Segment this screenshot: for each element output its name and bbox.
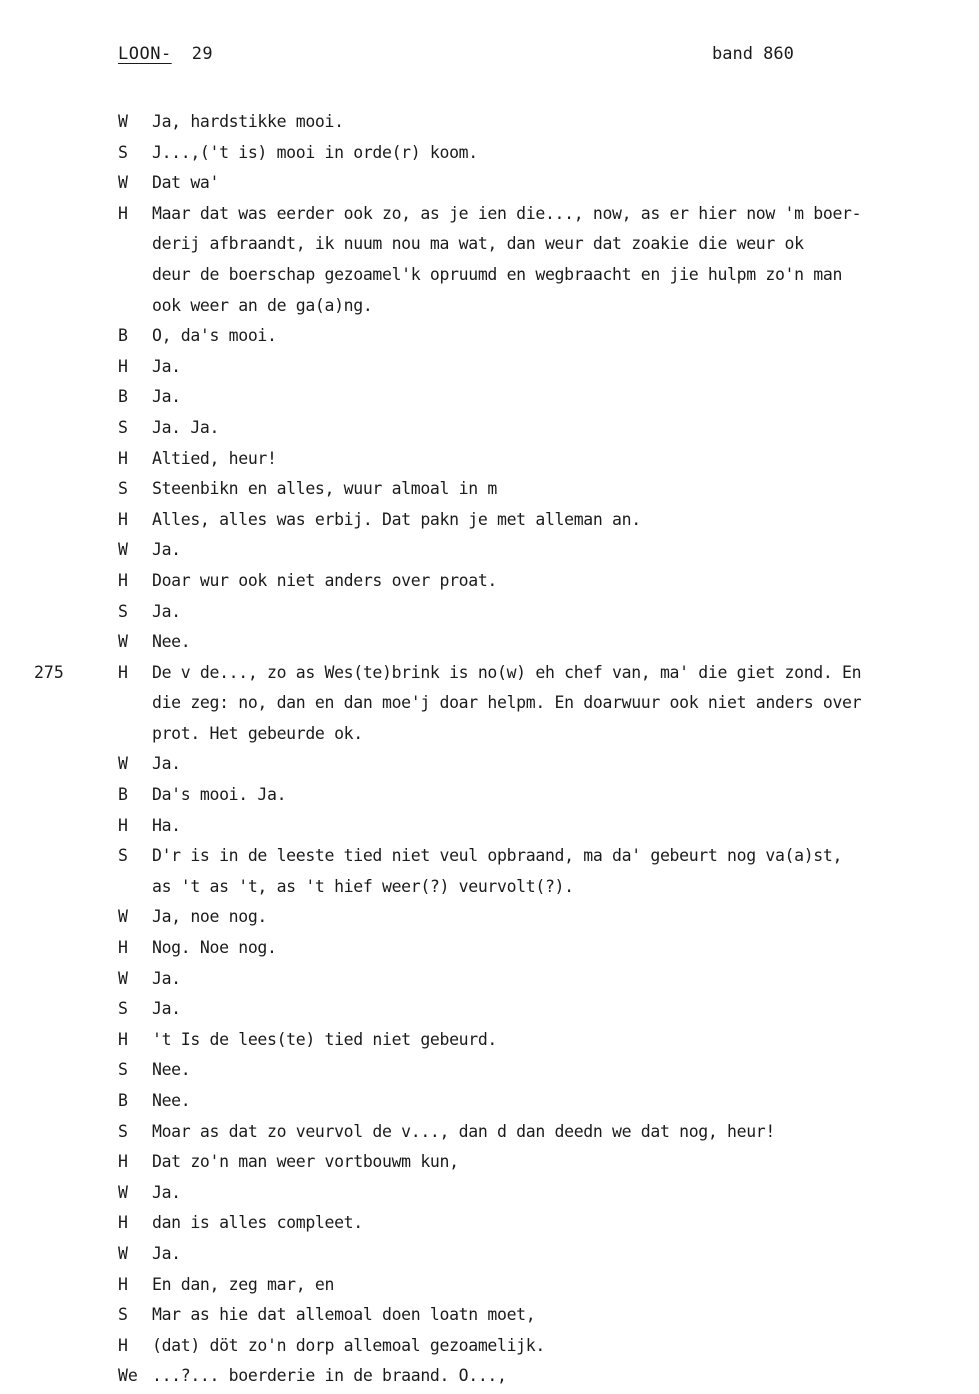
transcript bbox=[0, 107, 979, 1392]
utterance-text: deur de boerschap gezoamel'k opruumd en wegbraacht en jie hulpm zo'n man bbox=[152, 264, 843, 284]
transcript-line bbox=[0, 749, 979, 780]
transcript-line bbox=[0, 1270, 979, 1301]
speaker-label: S bbox=[118, 417, 128, 437]
transcript-line bbox=[0, 1117, 979, 1148]
speaker-label: W bbox=[118, 1182, 128, 1202]
transcript-line bbox=[0, 1239, 979, 1270]
speaker-label: W bbox=[118, 1243, 128, 1263]
utterance-text: D'r is in de leeste tied niet veul opbraand, ma da' gebeurt nog va(a)st, bbox=[152, 846, 843, 866]
transcript-line bbox=[0, 1178, 979, 1209]
line-number: 275 bbox=[34, 662, 64, 682]
utterance-text: Dat wa' bbox=[152, 173, 220, 193]
speaker-label: S bbox=[118, 601, 128, 621]
speaker-label: B bbox=[118, 326, 128, 346]
transcript-line bbox=[0, 352, 979, 383]
speaker-label: W bbox=[118, 540, 128, 560]
utterance-text: Da's mooi. Ja. bbox=[152, 785, 287, 805]
speaker-label: H bbox=[118, 1029, 128, 1049]
speaker-label: W bbox=[118, 173, 128, 193]
transcript-line bbox=[0, 444, 979, 475]
speaker-label: B bbox=[118, 785, 128, 805]
page-header-left bbox=[118, 44, 213, 64]
utterance-text: (dat) döt zo'n dorp allemoal gezoamelijk. bbox=[152, 1335, 545, 1355]
utterance-text: Steenbikn en alles, wuur almoal in m bbox=[152, 479, 498, 499]
speaker-label: S bbox=[118, 142, 128, 162]
utterance-text: prot. Het gebeurde ok. bbox=[152, 723, 363, 743]
speaker-label: W bbox=[118, 112, 128, 131]
speaker-label: H bbox=[118, 448, 128, 468]
utterance-text: dan is alles compleet. bbox=[152, 1213, 363, 1233]
utterance-text: Nee. bbox=[152, 1060, 191, 1080]
utterance-text: Altied, heur! bbox=[152, 448, 277, 468]
utterance-text: Ha. bbox=[152, 815, 181, 835]
utterance-text: Moar as dat zo veurvol de v..., dan d dan deedn we dat nog, heur! bbox=[152, 1121, 775, 1141]
utterance-text: Ja. bbox=[152, 999, 181, 1019]
speaker-label: B bbox=[118, 1091, 128, 1110]
transcript-line bbox=[0, 566, 979, 597]
utterance-text: 't Is de lees(te) tied niet gebeurd. bbox=[152, 1029, 498, 1049]
transcript-line bbox=[0, 413, 979, 444]
utterance-text: Nog. Noe nog. bbox=[152, 938, 277, 958]
speaker-label: W bbox=[118, 632, 128, 652]
speaker-label: H bbox=[118, 356, 128, 376]
speaker-label: W bbox=[118, 754, 128, 774]
speaker-label: W bbox=[118, 968, 128, 988]
speaker-label: H bbox=[118, 815, 128, 835]
transcript-line bbox=[0, 1361, 979, 1392]
utterance-text: Ja. bbox=[152, 754, 181, 774]
transcript-line bbox=[0, 902, 979, 933]
utterance-text: Ja, noe nog. bbox=[152, 907, 268, 927]
transcript-line bbox=[0, 1025, 979, 1056]
transcript-line bbox=[0, 841, 979, 872]
transcript-line bbox=[0, 138, 979, 169]
speaker-label: H bbox=[118, 1152, 128, 1172]
speaker-label: S bbox=[118, 846, 128, 866]
transcript-line bbox=[0, 1086, 979, 1117]
utterance-text: Ja, hardstikke mooi. bbox=[152, 112, 344, 131]
utterance-text: derij afbraandt, ik nuum nou ma wat, dan weur dat zoakie die weur ok bbox=[152, 234, 804, 254]
transcript-line bbox=[0, 933, 979, 964]
utterance-text: Ja. Ja. bbox=[152, 417, 220, 437]
transcript-line bbox=[0, 627, 979, 658]
transcript-line bbox=[0, 505, 979, 536]
speaker-label: H bbox=[118, 570, 128, 590]
transcript-line bbox=[0, 535, 979, 566]
page-number: 29 bbox=[191, 44, 214, 64]
transcript-line bbox=[0, 199, 979, 230]
speaker-label: S bbox=[118, 1305, 128, 1325]
speaker-label: S bbox=[118, 1121, 128, 1141]
speaker-label: S bbox=[118, 479, 128, 499]
speaker-label: W bbox=[118, 907, 128, 927]
transcript-line bbox=[0, 719, 979, 750]
utterance-text: En dan, zeg mar, en bbox=[152, 1274, 335, 1294]
transcript-line bbox=[0, 1208, 979, 1239]
speaker-label: H bbox=[118, 938, 128, 958]
transcript-line bbox=[0, 964, 979, 995]
speaker-label: B bbox=[118, 387, 128, 407]
transcript-line bbox=[0, 658, 979, 689]
transcript-line bbox=[0, 688, 979, 719]
utterance-text: Ja. bbox=[152, 1243, 181, 1263]
transcript-line bbox=[0, 780, 979, 811]
transcript-line bbox=[0, 260, 979, 291]
transcript-line bbox=[0, 1147, 979, 1178]
transcript-line bbox=[0, 291, 979, 322]
speaker-label: H bbox=[118, 203, 128, 223]
speaker-label: H bbox=[118, 1213, 128, 1233]
utterance-text: ook weer an de ga(a)ng. bbox=[152, 295, 373, 315]
transcript-line bbox=[0, 1300, 979, 1331]
transcript-line bbox=[0, 474, 979, 505]
utterance-text: Ja. bbox=[152, 968, 181, 988]
utterance-text: Ja. bbox=[152, 601, 181, 621]
speaker-label: H bbox=[118, 509, 128, 529]
transcript-line bbox=[0, 382, 979, 413]
utterance-text: O, da's mooi. bbox=[152, 326, 277, 346]
utterance-text: Nee. bbox=[152, 1091, 191, 1110]
transcript-line bbox=[0, 811, 979, 842]
utterance-text: Alles, alles was erbij. Dat pakn je met alleman an. bbox=[152, 509, 641, 529]
transcript-line bbox=[0, 107, 979, 138]
utterance-text: ...?... boerderie in de braand. O..., bbox=[152, 1366, 507, 1386]
speaker-label: S bbox=[118, 999, 128, 1019]
speaker-label: We bbox=[118, 1366, 138, 1386]
transcript-line bbox=[0, 229, 979, 260]
utterance-text: Dat zo'n man weer vortbouwm kun, bbox=[152, 1152, 459, 1172]
speaker-label: H bbox=[118, 662, 128, 682]
document-code: LOON- bbox=[118, 44, 172, 64]
utterance-text: as 't as 't, as 't hief weer(?) veurvolt(?). bbox=[152, 876, 574, 896]
band-label: band 860 bbox=[712, 44, 794, 64]
utterance-text: Doar wur ook niet anders over proat. bbox=[152, 570, 498, 590]
speaker-label: H bbox=[118, 1274, 128, 1294]
utterance-text: die zeg: no, dan en dan moe'j doar helpm. En doarwuur ook niet anders over bbox=[152, 693, 862, 713]
speaker-label: S bbox=[118, 1060, 128, 1080]
utterance-text: J...,('t is) mooi in orde(r) koom. bbox=[152, 142, 478, 162]
utterance-text: De v de..., zo as Wes(te)brink is no(w) eh chef van, ma' die giet zond. En bbox=[152, 662, 862, 682]
transcript-line bbox=[0, 321, 979, 352]
utterance-text: Ja. bbox=[152, 387, 181, 407]
utterance-text: Mar as hie dat allemoal doen loatn moet, bbox=[152, 1305, 536, 1325]
transcript-line bbox=[0, 994, 979, 1025]
utterance-text: Maar dat was eerder ook zo, as je ien die..., now, as er hier now 'm boer- bbox=[152, 203, 862, 223]
speaker-label: H bbox=[118, 1335, 128, 1355]
transcript-line bbox=[0, 1055, 979, 1086]
utterance-text: Nee. bbox=[152, 632, 191, 652]
transcript-line bbox=[0, 168, 979, 199]
transcript-line bbox=[0, 1331, 979, 1362]
utterance-text: Ja. bbox=[152, 1182, 181, 1202]
transcript-line bbox=[0, 872, 979, 903]
utterance-text: Ja. bbox=[152, 540, 181, 560]
transcript-line bbox=[0, 597, 979, 628]
utterance-text: Ja. bbox=[152, 356, 181, 376]
